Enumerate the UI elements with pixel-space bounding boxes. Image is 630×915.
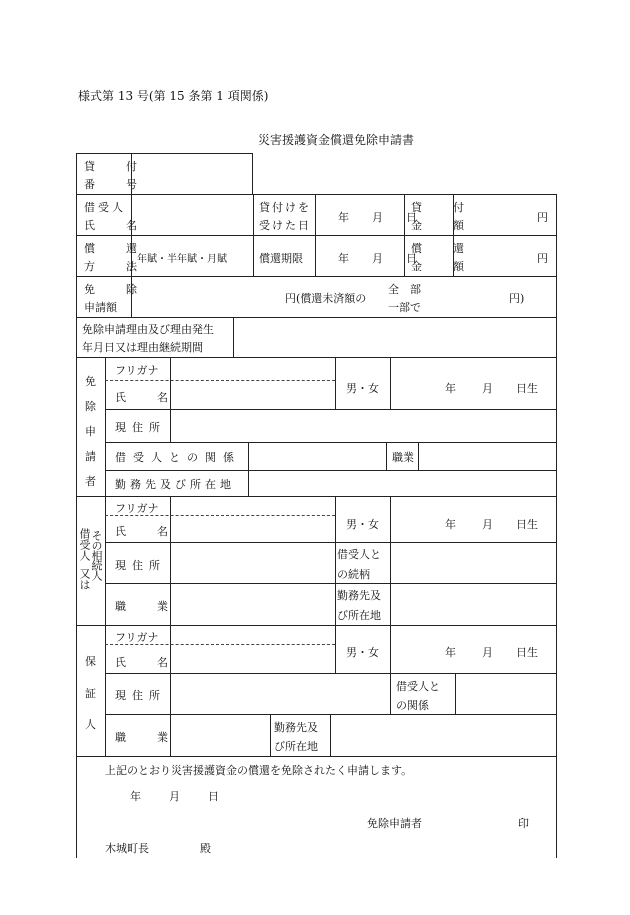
guarantor-relation-label-top: 借受人と: [396, 680, 440, 693]
heir-section-label-col3: 又は: [78, 568, 91, 590]
addressee: 木城町長: [105, 842, 149, 855]
loan-amount-unit: 円: [537, 211, 548, 224]
guarantor-birth-month: 月: [482, 646, 493, 659]
repayment-method-label-top: 償 還: [84, 242, 147, 255]
seal-label: 印: [518, 817, 529, 830]
repayment-method-options[interactable]: 年賦・半年賦・月賦: [137, 254, 227, 265]
application-statement: 上記のとおり災害援護資金の償還を免除されたく申請します。: [105, 764, 413, 777]
exemption-option-all[interactable]: 全 部: [388, 283, 421, 296]
guarantor-birth-year: 年: [445, 646, 456, 659]
guarantor-section-char-2: 証: [85, 687, 96, 700]
applicant-relation-label: 借受人との関係: [115, 451, 241, 464]
applicant-name-label: 氏 名: [115, 391, 178, 404]
guarantor-workplace-label-top: 勤務先及: [274, 721, 318, 734]
heir-gender[interactable]: 男・女: [346, 518, 379, 531]
addressee-honorific: 殿: [200, 842, 211, 855]
loan-amount-label-top: 貸 付: [411, 201, 474, 214]
repayment-deadline-value[interactable]: 年 月 日: [338, 252, 423, 265]
heir-birth-day: 日生: [516, 518, 538, 531]
applicant-birth-month: 月: [482, 382, 493, 395]
exemption-amount-text: 円(償還未済額の: [285, 292, 367, 305]
applicant-section-char-4: 請: [85, 450, 96, 463]
guarantor-section-char-1: 保: [85, 655, 96, 668]
loan-date-label-bottom: 受けた日: [259, 219, 311, 232]
guarantor-relation-label-bottom: の関係: [396, 699, 429, 712]
reason-label-line2: 年月日又は理由継続期間: [82, 341, 203, 354]
borrower-name-label-top: 借受人: [84, 201, 126, 214]
heir-workplace-label-bottom: び所在地: [337, 609, 381, 622]
heir-address-label: 現住所: [115, 559, 166, 572]
applicant-birth-day: 日生: [516, 382, 538, 395]
borrower-name-label-bottom: 氏 名: [84, 219, 147, 232]
applicant-section-char-2: 除: [85, 400, 96, 413]
guarantor-workplace-label-bottom: び所在地: [274, 740, 318, 753]
loan-date-value[interactable]: 年 月 日: [338, 211, 423, 224]
heir-section-label-col1: 借受人: [78, 528, 91, 561]
applicant-section-char-5: 者: [85, 475, 96, 488]
heir-relation-label-top: 借受人と: [337, 548, 381, 561]
loan-date-label-top: 貸付けを: [259, 201, 311, 214]
heir-relation-label-bottom: の続柄: [337, 568, 370, 581]
heir-birth-year: 年: [445, 518, 456, 531]
heir-birth-month: 月: [482, 518, 493, 531]
loan-number-label-top: 貸 付: [84, 160, 147, 173]
guarantor-address-label: 現住所: [115, 689, 166, 702]
heir-furigana-label: フリガナ: [115, 502, 159, 515]
application-date[interactable]: 年 月 日: [130, 790, 221, 803]
form-title: 災害援護資金償還免除申請書: [258, 133, 415, 147]
exemption-option-part[interactable]: 一部で: [388, 301, 421, 314]
guarantor-birth-day: 日生: [516, 646, 538, 659]
guarantor-name-label: 氏 名: [115, 656, 178, 669]
heir-section-label-col2: その相続人: [90, 530, 103, 580]
exemption-amount-label-top: 免 除: [84, 283, 147, 296]
reason-label-line1: 免除申請理由及び理由発生: [82, 323, 214, 336]
repayment-amount-unit: 円: [537, 252, 548, 265]
applicant-section-char-3: 申: [85, 425, 96, 438]
applicant-furigana-label: フリガナ: [115, 364, 159, 377]
loan-amount-label-bottom: 金 額: [411, 219, 474, 232]
repayment-deadline-label: 償還期限: [259, 252, 303, 265]
exemption-amount-label-bottom: 申請額: [84, 301, 117, 314]
guarantor-gender[interactable]: 男・女: [346, 646, 379, 659]
loan-number-label-bottom: 番 号: [84, 178, 147, 191]
heir-occupation-label: 職 業: [115, 600, 178, 613]
applicant-workplace-label: 勤務先及び所在地: [115, 478, 235, 491]
applicant-gender[interactable]: 男・女: [346, 382, 379, 395]
heir-workplace-label-top: 勤務先及: [337, 589, 381, 602]
guarantor-section-char-3: 人: [85, 718, 96, 731]
repayment-amount-label-bottom: 金 額: [411, 260, 474, 273]
guarantor-furigana-label: フリガナ: [115, 631, 159, 644]
applicant-occupation-label: 職業: [392, 451, 414, 464]
repayment-amount-label-top: 償 還: [411, 242, 474, 255]
applicant-address-label: 現住所: [115, 421, 166, 434]
applicant-signature-label: 免除申請者: [367, 817, 422, 830]
heir-name-label: 氏 名: [115, 525, 178, 538]
form-number: 様式第 13 号(第 15 条第 1 項関係): [78, 89, 269, 103]
exemption-amount-text-end: 円): [509, 292, 525, 305]
repayment-method-label-bottom: 方 法: [84, 260, 147, 273]
applicant-section-char-1: 免: [85, 375, 96, 388]
applicant-birth-year: 年: [445, 382, 456, 395]
guarantor-occupation-label: 職 業: [115, 731, 178, 744]
